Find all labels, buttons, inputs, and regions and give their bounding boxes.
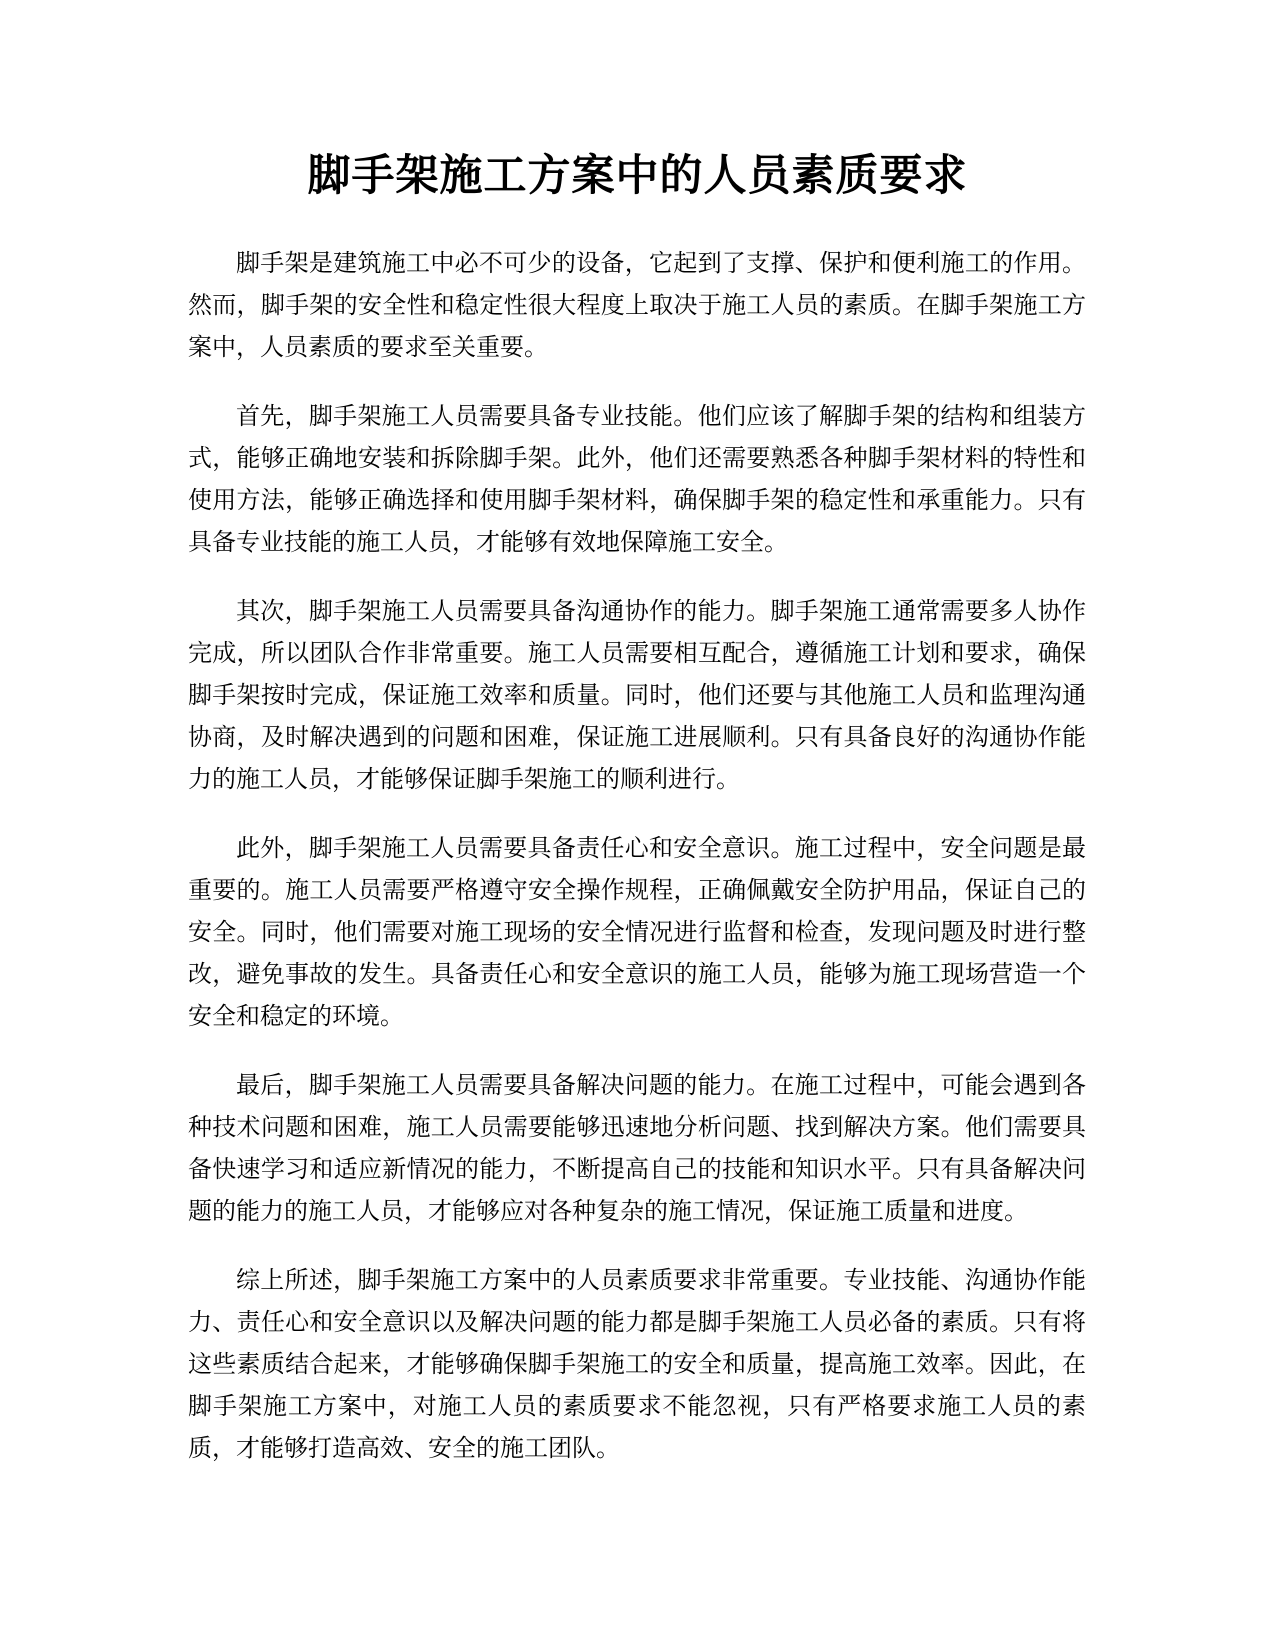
paragraph-problem-solving: 最后，脚手架施工人员需要具备解决问题的能力。在施工过程中，可能会遇到各种技术问题和困难，施工人员需要能够迅速地分析问题、找到解决方案。他们需要具备快速学习和适应新情况的能力，不断提高自己的技能和知识水平。只有具备解决问题的能力的施工人员，才能够应对各种复杂的施工情况，保证施工质量和进度。	[188, 1071, 1086, 1225]
document-title: 脚手架施工方案中的人员素质要求	[307, 151, 968, 201]
paragraph-intro: 脚手架是建筑施工中必不可少的设备，它起到了支撑、保护和便利施工的作用。然而，脚手架的安全性和稳定性很大程度上取决于施工人员的素质。在脚手架施工方案中，人员素质的要求至关重要。	[188, 249, 1086, 361]
paragraph-responsibility-safety: 此外，脚手架施工人员需要具备责任心和安全意识。施工过程中，安全问题是最重要的。施工人员需要严格遵守安全操作规程，正确佩戴安全防护用品，保证自己的安全。同时，他们需要对施工现场的安全情况进行监督和检查，发现问题及时进行整改，避免事故的发生。具备责任心和安全意识的施工人员，能够为施工现场营造一个安全和稳定的环境。	[188, 834, 1086, 1030]
paragraph-conclusion: 综上所述，脚手架施工方案中的人员素质要求非常重要。专业技能、沟通协作能力、责任心和安全意识以及解决问题的能力都是脚手架施工人员必备的素质。只有将这些素质结合起来，才能够确保脚手架施工的安全和质量，提高施工效率。因此，在脚手架施工方案中，对施工人员的素质要求不能忽视，只有严格要求施工人员的素质，才能够打造高效、安全的施工团队。	[188, 1266, 1086, 1462]
paragraph-professional-skills: 首先，脚手架施工人员需要具备专业技能。他们应该了解脚手架的结构和组装方式，能够正确地安装和拆除脚手架。此外，他们还需要熟悉各种脚手架材料的特性和使用方法，能够正确选择和使用脚手架材料，确保脚手架的稳定性和承重能力。只有具备专业技能的施工人员，才能够有效地保障施工安全。	[188, 402, 1086, 556]
paragraph-communication: 其次，脚手架施工人员需要具备沟通协作的能力。脚手架施工通常需要多人协作完成，所以团队合作非常重要。施工人员需要相互配合，遵循施工计划和要求，确保脚手架按时完成，保证施工效率和质量。同时，他们还要与其他施工人员和监理沟通协商，及时解决遇到的问题和困难，保证施工进展顺利。只有具备良好的沟通协作能力的施工人员，才能够保证脚手架施工的顺利进行。	[188, 597, 1086, 793]
document-body	[188, 242, 1086, 1496]
